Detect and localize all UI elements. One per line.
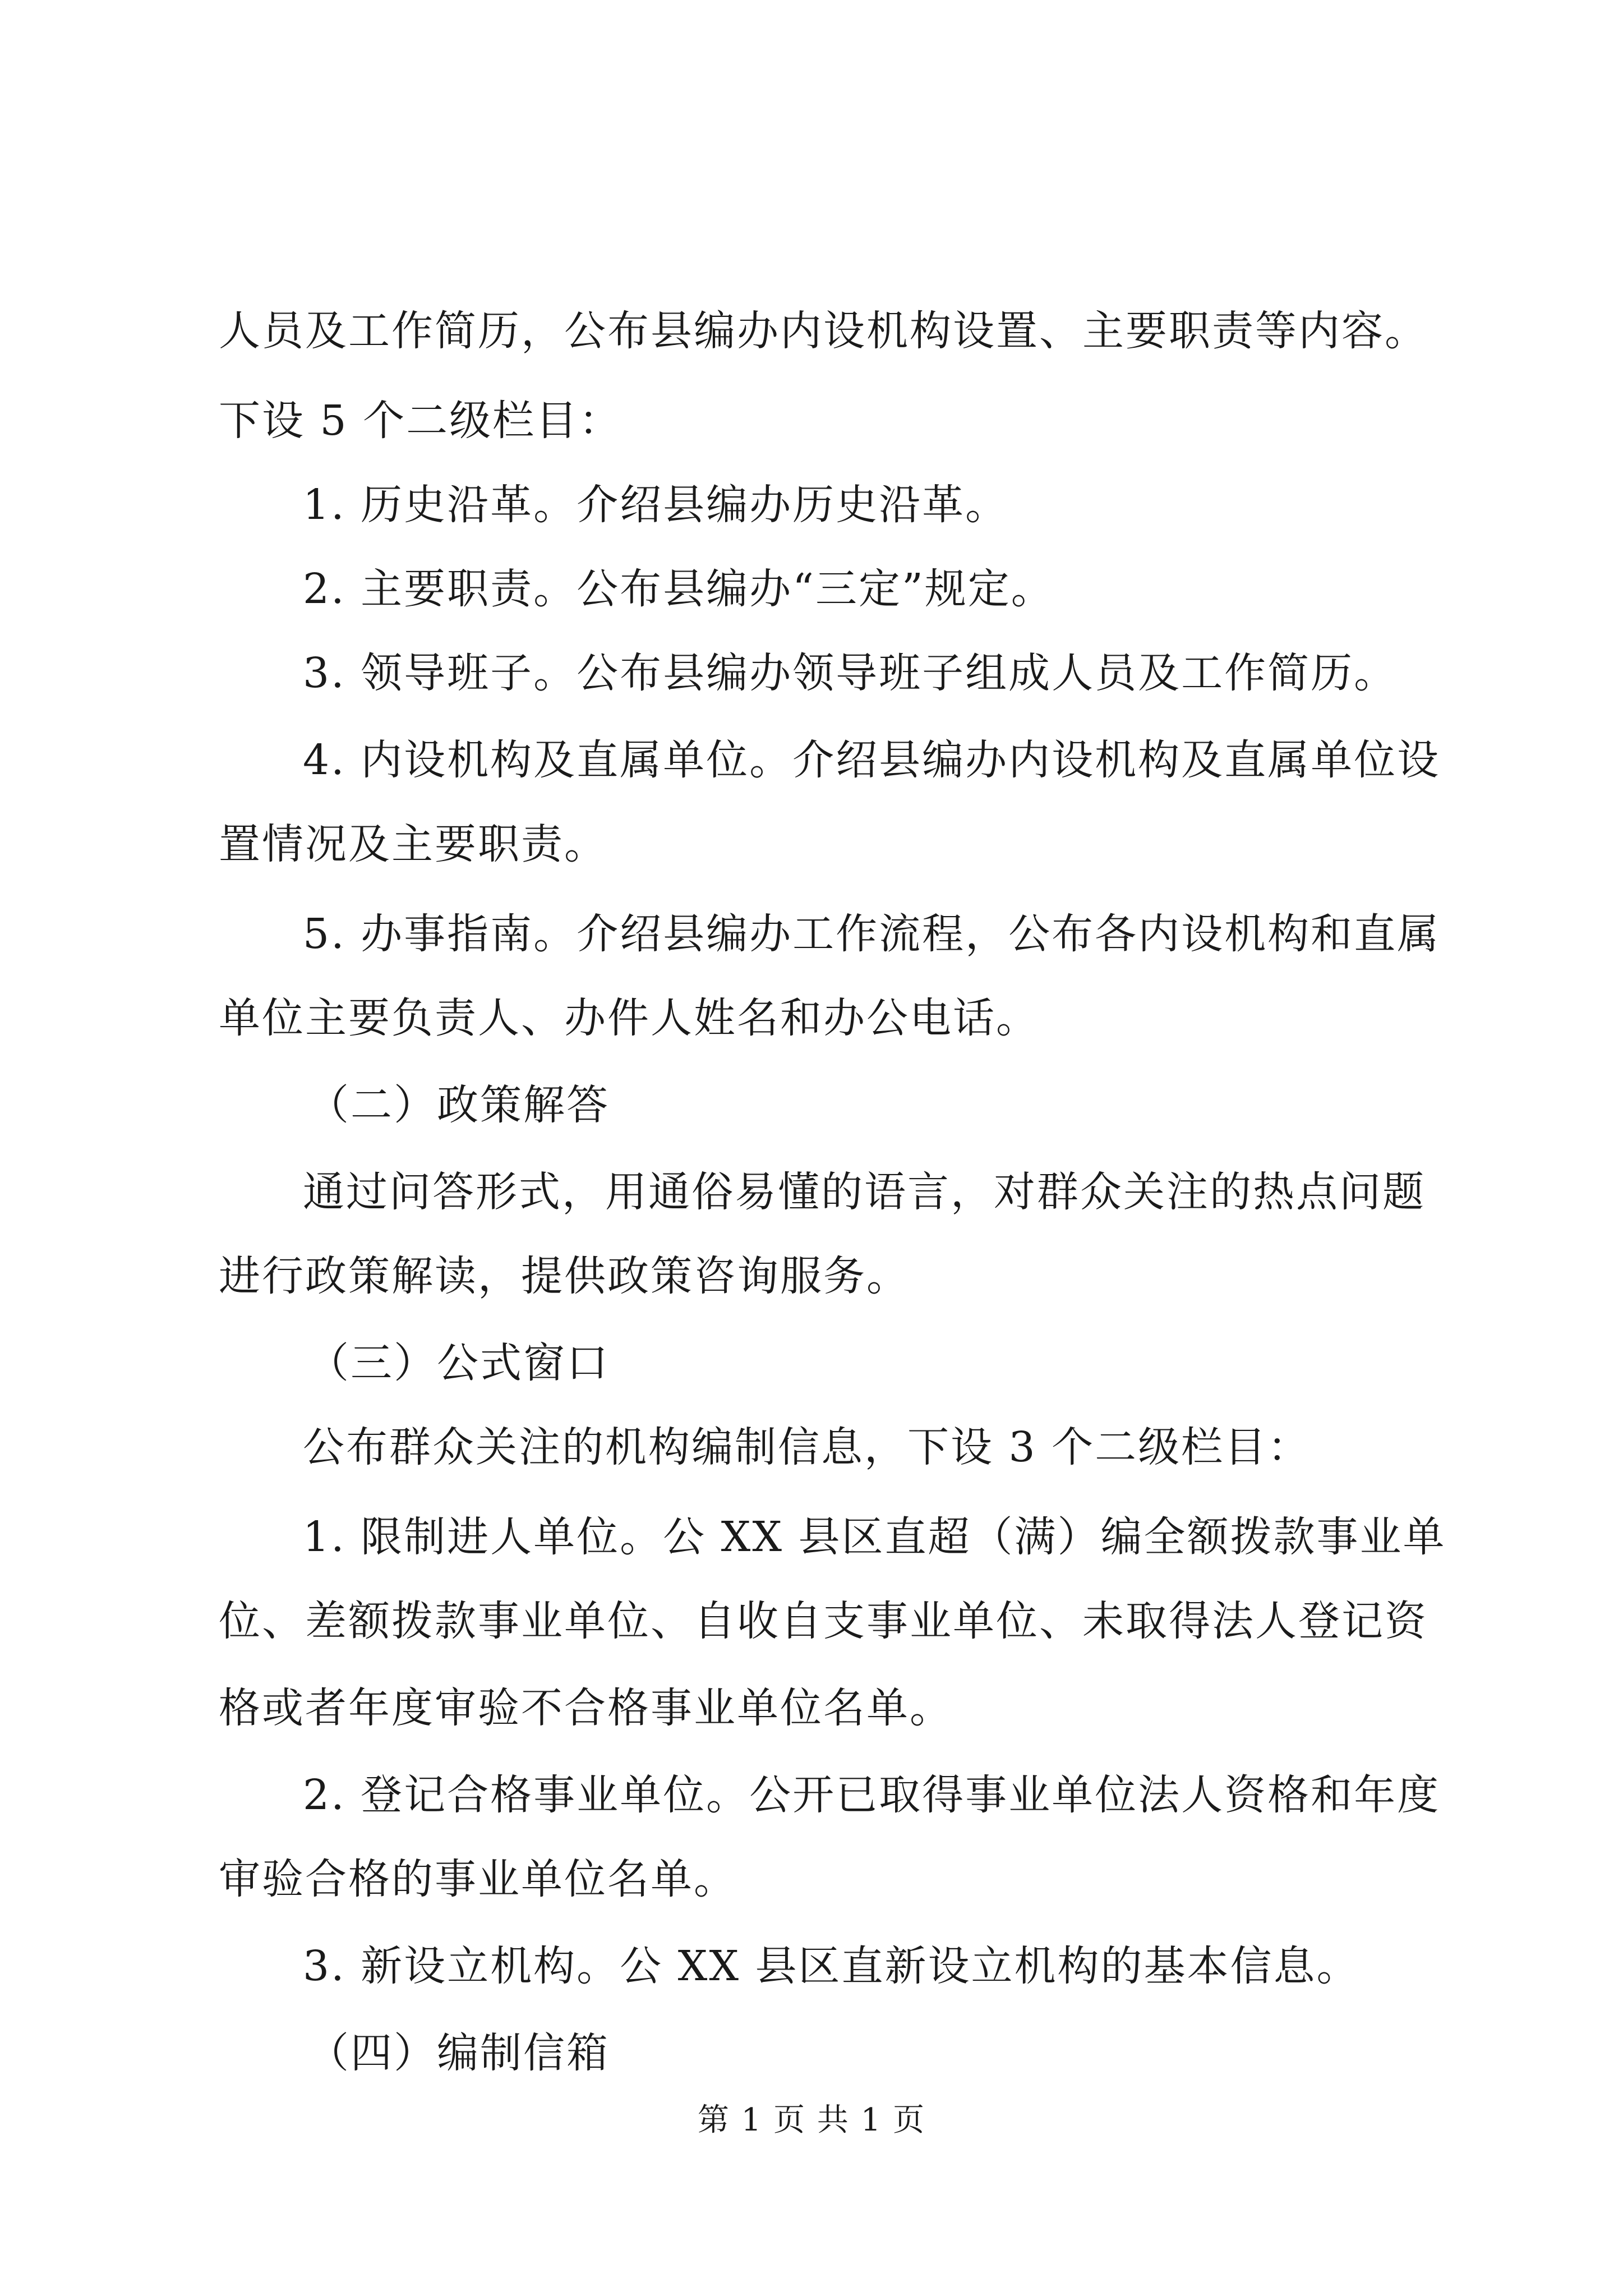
paragraph-line: 置情况及主要职责。 (219, 820, 607, 868)
section-heading: （二）政策解答 (307, 1081, 610, 1129)
list-item: 1. 历史沿革。介绍县编办历史沿革。 (303, 481, 1009, 529)
list-item: 1. 限制进人单位。公 XX 县区直超（满）编全额拨款事业单 (303, 1513, 1446, 1561)
paragraph-line: 人员及工作简历，公布县编办内设机构设置、主要职责等内容。 (219, 307, 1428, 355)
paragraph-line: 格或者年度审验不合格事业单位名单。 (219, 1684, 953, 1732)
list-item: 2. 主要职责。公布县编办“三定”规定。 (303, 565, 1054, 613)
paragraph-line: 单位主要负责人、办件人姓名和办公电话。 (219, 994, 1039, 1042)
paragraph-line: 下设 5 个二级栏目： (219, 397, 623, 445)
paragraph-line: 位、差额拨款事业单位、自收自支事业单位、未取得法人登记资 (219, 1597, 1428, 1645)
section-heading: （四）编制信箱 (307, 2029, 610, 2077)
paragraph-line: 公布群众关注的机构编制信息，下设 3 个二级栏目： (303, 1423, 1311, 1471)
paragraph-line: 通过问答形式，用通俗易懂的语言，对群众关注的热点问题 (303, 1168, 1426, 1216)
paragraph-line: 进行政策解读，提供政策咨询服务。 (219, 1252, 910, 1300)
paragraph-line: 审验合格的事业单位名单。 (219, 1855, 737, 1903)
page-number-footer: 第 1 页 共 1 页 (697, 2102, 926, 2138)
list-item: 4. 内设机构及直属单位。介绍县编办内设机构及直属单位设 (303, 736, 1441, 784)
list-item: 3. 新设立机构。公 XX 县区直新设立机构的基本信息。 (303, 1942, 1360, 1990)
list-item: 3. 领导班子。公布县编办领导班子组成人员及工作简历。 (303, 649, 1398, 697)
section-heading: （三）公式窗口 (307, 1339, 610, 1387)
list-item: 2. 登记合格事业单位。公开已取得事业单位法人资格和年度 (303, 1771, 1441, 1819)
list-item: 5. 办事指南。介绍县编办工作流程，公布各内设机构和直属 (303, 910, 1441, 958)
